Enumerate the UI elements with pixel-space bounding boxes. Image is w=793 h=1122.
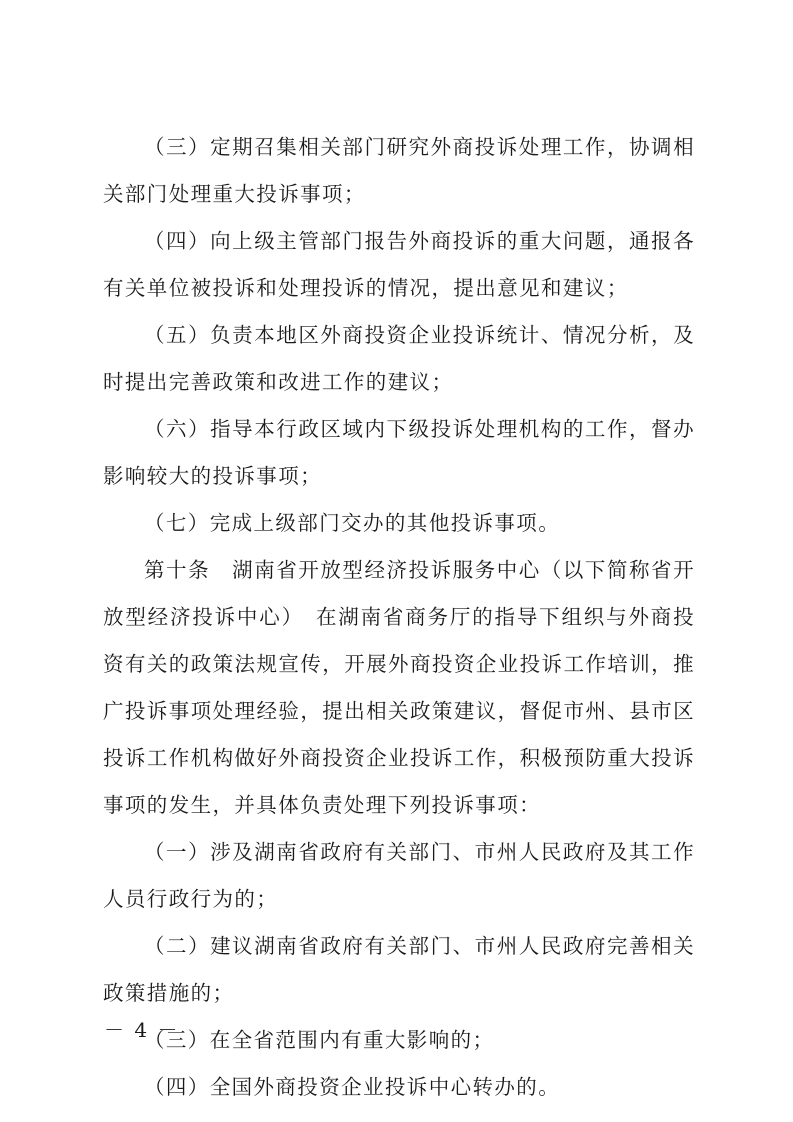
paragraph-item-6: （六）指导本行政区域内下级投诉处理机构的工作，督办影响较大的投诉事项；: [103, 417, 695, 488]
sub-item-1: （一）涉及湖南省政府有关部门、市州人民政府及其工作人员行政行为的；: [103, 840, 695, 911]
paragraph-item-5: （五）负责本地区外商投资企业投诉统计、情况分析，及时提出完善政策和改进工作的建议；: [103, 323, 695, 394]
paragraph-item-7: （七）完成上级部门交办的其他投诉事项。: [144, 511, 561, 535]
sub-item-3: （三）在全省范围内有重大影响的；: [144, 1028, 495, 1052]
sub-item-2: （二）建议湖南省政府有关部门、市州人民政府完善相关政策措施的；: [103, 934, 695, 1005]
document-body: [103, 124, 695, 1111]
sub-item-4: （四）全国外商投资企业投诉中心转办的。: [144, 1075, 561, 1099]
paragraph-item-3: （三）定期召集相关部门研究外商投诉处理工作，协调相关部门处理重大投诉事项；: [103, 135, 695, 206]
article-10-paragraph: 第十条 湖南省开放型经济投诉服务中心（以下简称省开放型经济投诉中心） 在湖南省商务厅的指导下组织与外商投资有关的政策法规宣传，开展外商投资企业投诉工作培训，推广投诉事项处理经验，提出相关政策建议，督促市州、县市区投诉工作机构做好外商投资企业投诉工作，积极预防重大投诉事项的发生，并具体负责处理下列投诉事项：: [103, 558, 695, 817]
paragraph-item-4: （四）向上级主管部门报告外商投诉的重大问题，通报各有关单位被投诉和处理投诉的情况，提出意见和建议；: [103, 229, 695, 300]
page-number: － 4 －: [104, 1018, 180, 1042]
